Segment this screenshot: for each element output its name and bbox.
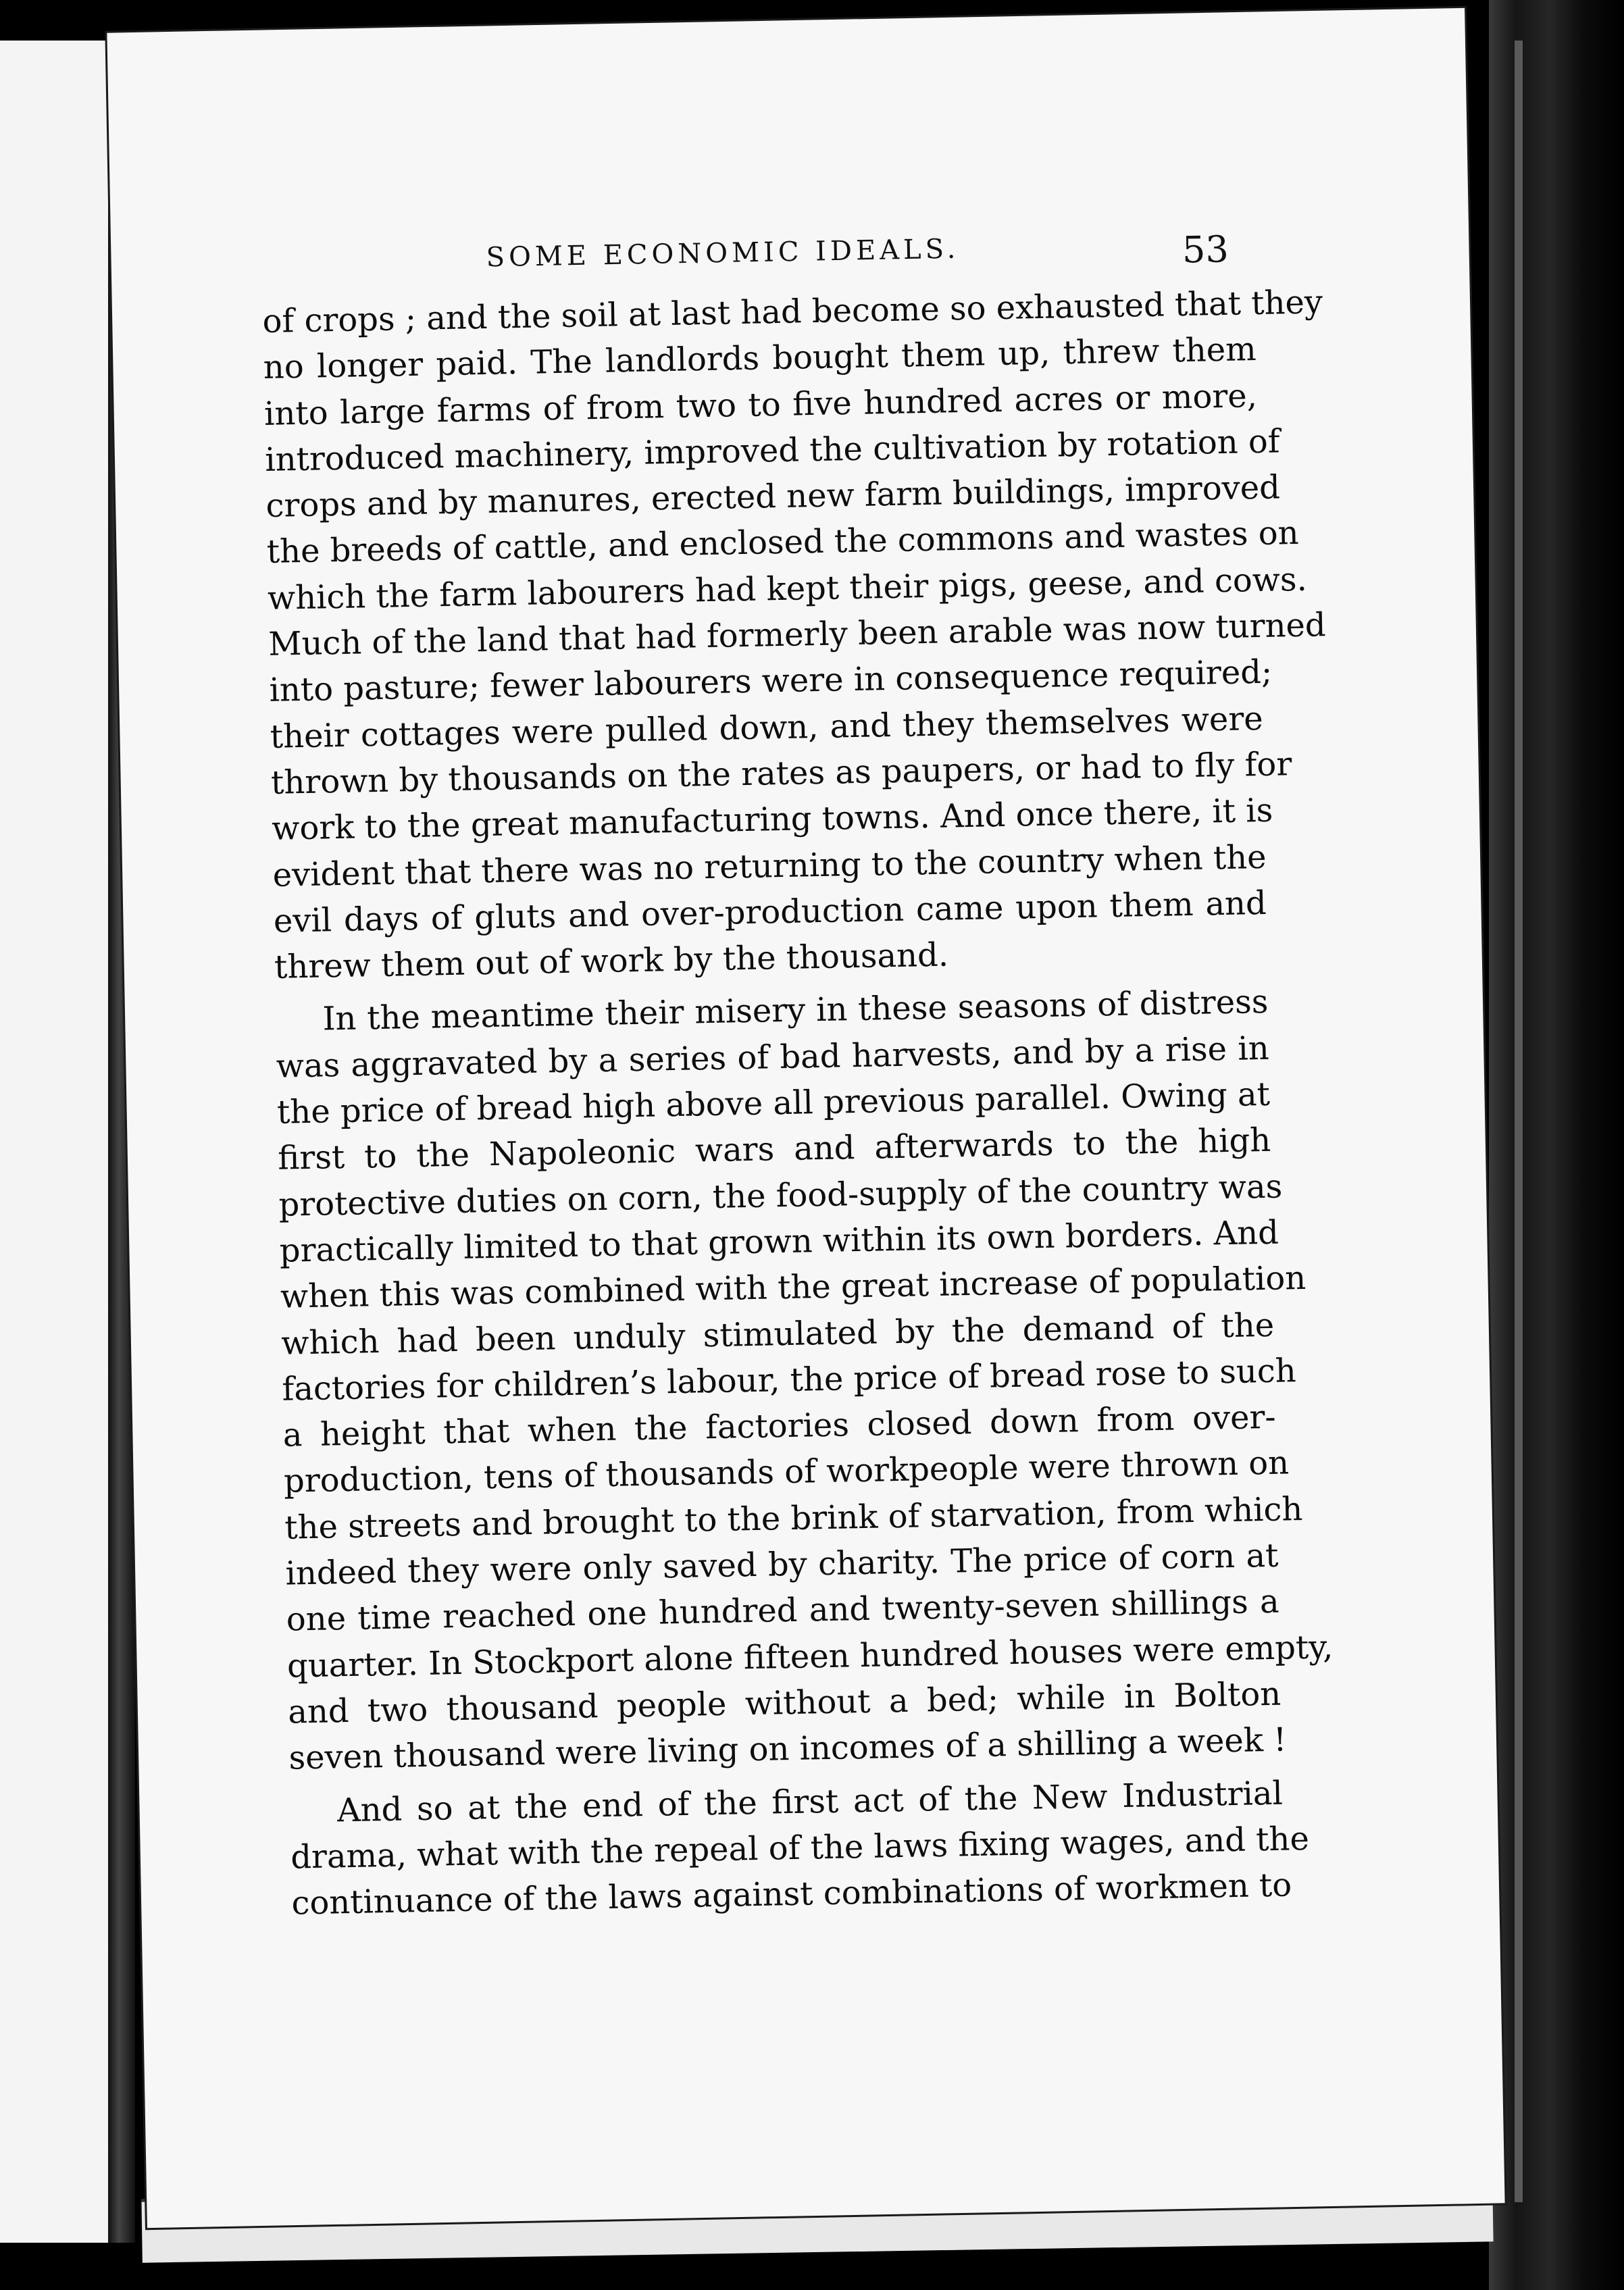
- text-line: quarter. In Stockport alone fifteen hundred houses were empty,: [286, 1627, 1334, 1685]
- text-line: evil days of gluts and over-production came upon them and: [273, 884, 1267, 940]
- text-line: a height that when the factories closed down from over-: [282, 1398, 1277, 1454]
- text-line: threw them out of work by the thousand.: [274, 936, 949, 986]
- text-line: which the farm labourers had kept their pigs, geese, and cows.: [267, 560, 1308, 617]
- text-line: And so at the end of the first act of the New Industrial: [336, 1774, 1284, 1829]
- text-line: work to the great manufacturing towns. And once there, it is: [271, 791, 1273, 848]
- text-line: the price of bread high above all previous parallel. Owing at: [276, 1075, 1271, 1131]
- text-line: and two thousand people without a bed; while in Bolton: [287, 1675, 1282, 1731]
- text-line: of crops ; and the soil at last had become so exhausted that they: [262, 283, 1323, 340]
- body-text: [262, 280, 1334, 1927]
- text-line: introduced machinery, improved the cultivation by rotation of: [264, 422, 1281, 479]
- text-line: production, tens of thousands of workpeople were thrown on: [283, 1444, 1290, 1501]
- text-line: when this was combined with the great increase of population: [280, 1259, 1306, 1316]
- text-line: into large farms of from two to five hundred acres or more,: [263, 376, 1258, 433]
- text-line: first to the Napoleonic wars and afterwards to the high: [277, 1121, 1271, 1178]
- text-line: crops and by manures, erected new farm buildings, improved: [265, 468, 1281, 526]
- facing-page-edge: [0, 41, 119, 2243]
- paragraph: [262, 280, 1327, 990]
- text-line: continuance of the laws against combinations of workmen to: [291, 1866, 1292, 1923]
- paragraph: [275, 979, 1334, 1781]
- text-line: seven thousand were living on incomes of a shilling a week !: [288, 1721, 1287, 1777]
- text-line: indeed they were only saved by charity. The price of corn at: [285, 1536, 1279, 1593]
- page-number: 53: [1182, 228, 1229, 272]
- text-line: into pasture; fewer labourers were in consequence required;: [269, 653, 1273, 710]
- text-line: evident that there was no returning to the country when the: [272, 838, 1267, 894]
- text-line: their cottages were pulled down, and they themselves were: [270, 699, 1264, 756]
- text-line: factories for children’s labour, the price of bread rose to such: [282, 1352, 1297, 1408]
- paragraph: [289, 1770, 1310, 1927]
- text-line: the breeds of cattle, and enclosed the commons and wastes on: [266, 514, 1300, 571]
- text-line: thrown by thousands on the rates as paupers, or had to fly for: [270, 745, 1292, 802]
- text-line: the streets and brought to the brink of starvation, from which: [284, 1490, 1303, 1547]
- running-head: SOME ECONOMIC IDEALS.: [486, 233, 960, 274]
- text-line: drama, what with the repeal of the laws fixing wages, and the: [290, 1819, 1310, 1877]
- text-line: practically limited to that grown within its own borders. And: [279, 1213, 1279, 1270]
- text-line: which had been unduly stimulated by the demand of the: [280, 1306, 1275, 1363]
- text-line: In the meantime their misery in these seasons of distress: [322, 983, 1269, 1038]
- book-binding: [1489, 0, 1624, 2290]
- binding-edge: [1515, 41, 1523, 2202]
- text-line: protective duties on corn, the food-supply of the country was: [278, 1167, 1283, 1224]
- text-line: Much of the land that had formerly been arable was now turned: [268, 606, 1327, 663]
- text-line: one time reached one hundred and twenty-seven shillings a: [286, 1583, 1280, 1639]
- text-line: was aggravated by a series of bad harvests, and by a rise in: [276, 1029, 1270, 1086]
- text-line: no longer paid. The landlords bought them up, threw them: [263, 330, 1257, 387]
